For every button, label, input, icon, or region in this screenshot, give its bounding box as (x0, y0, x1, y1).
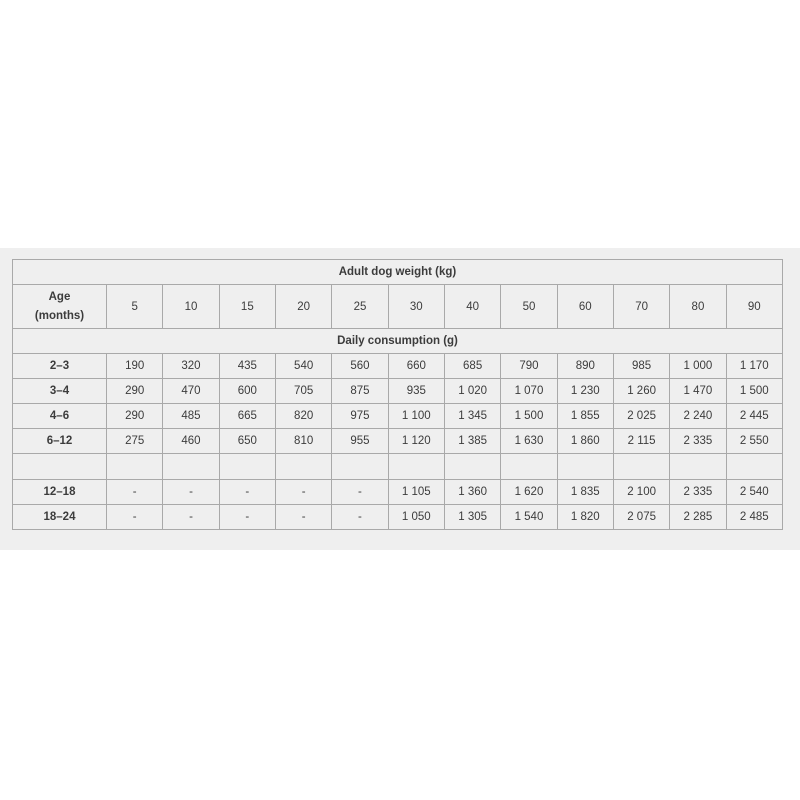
weight-header-cell: 5 (107, 285, 163, 329)
value-cell: 1 230 (557, 379, 613, 404)
section-row (13, 329, 783, 354)
value-cell: 2 550 (726, 429, 782, 454)
value-cell (444, 454, 500, 480)
value-cell: 1 540 (501, 505, 557, 530)
weight-header-cell: 20 (275, 285, 331, 329)
table-row (13, 404, 783, 429)
table-title: Adult dog weight (kg) (13, 260, 783, 285)
value-cell: 600 (219, 379, 275, 404)
value-cell: 485 (163, 404, 219, 429)
value-cell: 1 470 (670, 379, 726, 404)
value-cell: 2 075 (613, 505, 669, 530)
value-cell: 820 (275, 404, 331, 429)
value-cell: 2 285 (670, 505, 726, 530)
title-row (13, 260, 783, 285)
value-cell: 1 360 (444, 480, 500, 505)
value-cell: - (163, 480, 219, 505)
value-cell: 2 335 (670, 480, 726, 505)
value-cell: 2 115 (613, 429, 669, 454)
value-cell (501, 454, 557, 480)
value-cell: 1 855 (557, 404, 613, 429)
value-cell: 2 445 (726, 404, 782, 429)
weight-header-cell: 70 (613, 285, 669, 329)
value-cell (332, 454, 388, 480)
age-cell: 4–6 (13, 404, 107, 429)
value-cell: 275 (107, 429, 163, 454)
age-cell: 12–18 (13, 480, 107, 505)
value-cell: - (107, 505, 163, 530)
value-cell (388, 454, 444, 480)
value-cell: - (332, 480, 388, 505)
weight-header-cell: 80 (670, 285, 726, 329)
weight-header-cell: 30 (388, 285, 444, 329)
value-cell (726, 454, 782, 480)
value-cell (670, 454, 726, 480)
value-cell: - (163, 505, 219, 530)
value-cell: 1 835 (557, 480, 613, 505)
value-cell: 1 170 (726, 354, 782, 379)
age-cell: 18–24 (13, 505, 107, 530)
value-cell: 1 105 (388, 480, 444, 505)
value-cell: - (332, 505, 388, 530)
value-cell: - (107, 480, 163, 505)
value-cell: 1 630 (501, 429, 557, 454)
weight-header-cell: 15 (219, 285, 275, 329)
value-cell: 1 345 (444, 404, 500, 429)
age-cell: 2–3 (13, 354, 107, 379)
feeding-table-panel (0, 248, 800, 550)
value-cell: 1 860 (557, 429, 613, 454)
value-cell: 190 (107, 354, 163, 379)
value-cell: 660 (388, 354, 444, 379)
value-cell (613, 454, 669, 480)
value-cell: 435 (219, 354, 275, 379)
value-cell: 1 120 (388, 429, 444, 454)
value-cell: 955 (332, 429, 388, 454)
value-cell: 1 620 (501, 480, 557, 505)
value-cell: 790 (501, 354, 557, 379)
feeding-table (12, 259, 783, 530)
value-cell: 1 100 (388, 404, 444, 429)
weight-header-cell: 40 (444, 285, 500, 329)
value-cell: 890 (557, 354, 613, 379)
weight-header-cell: 25 (332, 285, 388, 329)
value-cell: 650 (219, 429, 275, 454)
age-header (13, 285, 107, 329)
value-cell: 1 385 (444, 429, 500, 454)
value-cell (163, 454, 219, 480)
value-cell (219, 454, 275, 480)
value-cell: 2 485 (726, 505, 782, 530)
value-cell: 2 025 (613, 404, 669, 429)
weight-header-cell: 10 (163, 285, 219, 329)
age-header-unit: (months) (34, 309, 85, 322)
age-cell (13, 454, 107, 480)
value-cell (557, 454, 613, 480)
value-cell: 1 500 (726, 379, 782, 404)
weight-header-cell: 60 (557, 285, 613, 329)
weight-header-cell: 50 (501, 285, 557, 329)
weight-header-cell: 90 (726, 285, 782, 329)
value-cell: 2 540 (726, 480, 782, 505)
value-cell: 1 000 (670, 354, 726, 379)
value-cell: 1 500 (501, 404, 557, 429)
value-cell: 1 260 (613, 379, 669, 404)
value-cell: 705 (275, 379, 331, 404)
value-cell: 935 (388, 379, 444, 404)
value-cell: 2 240 (670, 404, 726, 429)
value-cell: 685 (444, 354, 500, 379)
table-row (13, 429, 783, 454)
value-cell: 290 (107, 404, 163, 429)
value-cell (275, 454, 331, 480)
value-cell: 290 (107, 379, 163, 404)
value-cell: 1 070 (501, 379, 557, 404)
value-cell: 1 305 (444, 505, 500, 530)
age-cell: 3–4 (13, 379, 107, 404)
value-cell: - (275, 480, 331, 505)
value-cell: 1 820 (557, 505, 613, 530)
table-row (13, 354, 783, 379)
value-cell: - (219, 505, 275, 530)
value-cell: 320 (163, 354, 219, 379)
table-row (13, 505, 783, 530)
value-cell: 1 020 (444, 379, 500, 404)
table-row (13, 379, 783, 404)
value-cell: 985 (613, 354, 669, 379)
value-cell: - (219, 480, 275, 505)
table-row (13, 480, 783, 505)
weights-header-row (13, 285, 783, 329)
value-cell: 810 (275, 429, 331, 454)
section-label: Daily consumption (g) (13, 329, 783, 354)
value-cell: 2 335 (670, 429, 726, 454)
age-header-label: Age (48, 290, 71, 303)
value-cell: 665 (219, 404, 275, 429)
spacer-row (13, 454, 783, 480)
value-cell: - (275, 505, 331, 530)
value-cell: 470 (163, 379, 219, 404)
value-cell: 875 (332, 379, 388, 404)
value-cell: 560 (332, 354, 388, 379)
value-cell (107, 454, 163, 480)
value-cell: 540 (275, 354, 331, 379)
age-cell: 6–12 (13, 429, 107, 454)
value-cell: 460 (163, 429, 219, 454)
value-cell: 1 050 (388, 505, 444, 530)
value-cell: 975 (332, 404, 388, 429)
value-cell: 2 100 (613, 480, 669, 505)
